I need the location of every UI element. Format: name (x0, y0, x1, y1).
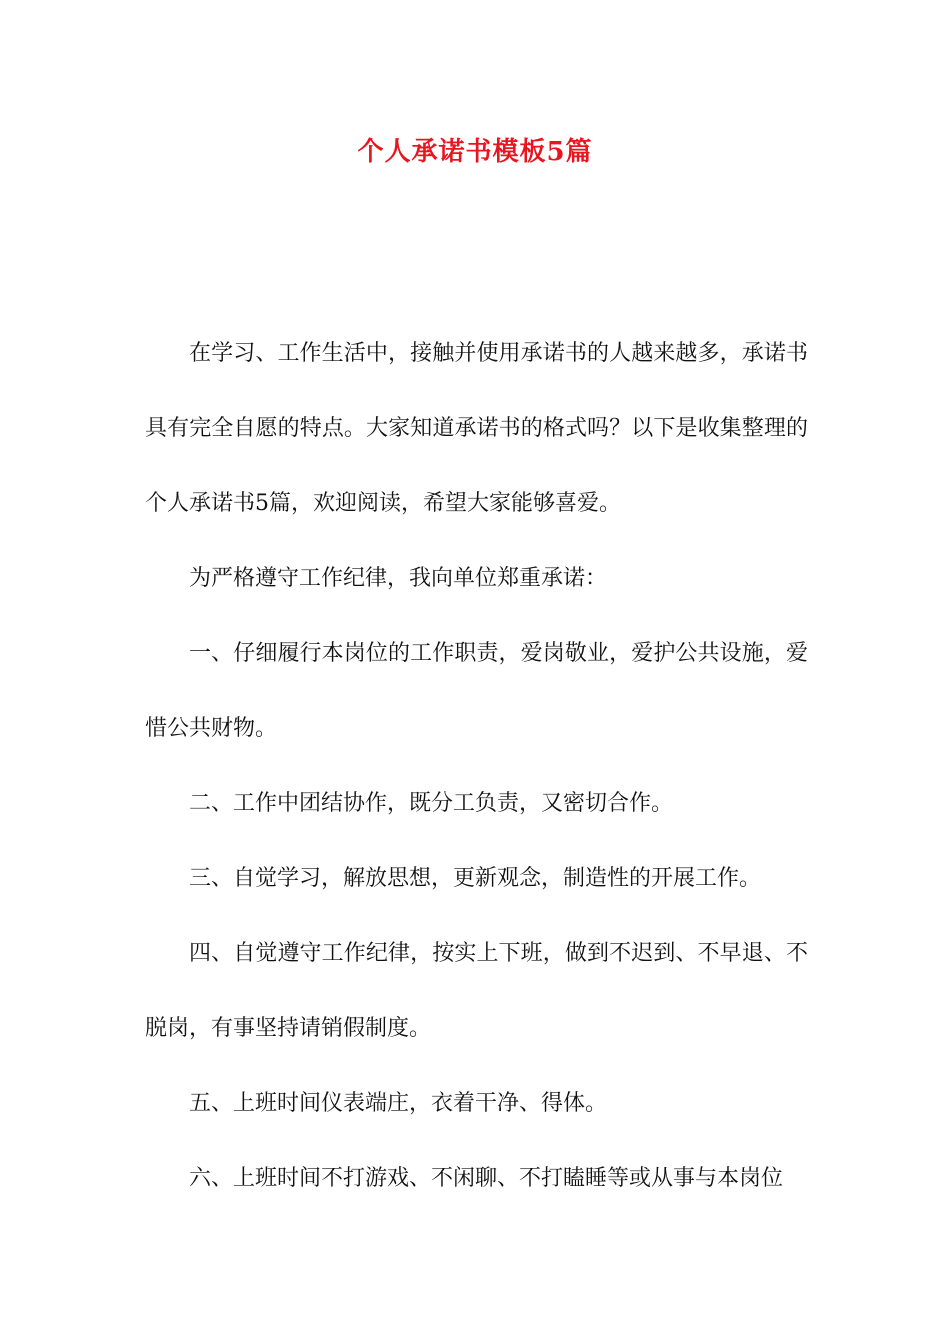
document-title: 个人承诺书模板5篇 (357, 137, 593, 167)
document-body (145, 316, 808, 1216)
pledge-item-1: 一、仔细履行本岗位的工作职责，爱岗敬业，爱护公共设施，爱惜公共财物。 (145, 641, 808, 741)
pledge-item-3: 三、自觉学习，解放思想，更新观念，制造性的开展工作。 (189, 866, 762, 891)
pledge-item-4: 四、自觉遵守工作纪律，按实上下班，做到不迟到、不早退、不脱岗，有事坚持请销假制度。 (145, 941, 808, 1041)
pledge-lead-paragraph: 为严格遵守工作纪律，我向单位郑重承诺： (189, 566, 608, 591)
intro-paragraph: 在学习、工作生活中，接触并使用承诺书的人越来越多，承诺书具有完全自愿的特点。大家知道承诺书的格式吗？以下是收集整理的个人承诺书5篇，欢迎阅读，希望大家能够喜爱。 (145, 341, 808, 516)
pledge-item-2: 二、工作中团结协作，既分工负责，又密切合作。 (189, 791, 674, 816)
pledge-item-6: 六、上班时间不打游戏、不闲聊、不打瞌睡等或从事与本岗位 (189, 1166, 784, 1191)
pledge-item-5: 五、上班时间仪表端庄，衣着干净、得体。 (189, 1091, 608, 1116)
